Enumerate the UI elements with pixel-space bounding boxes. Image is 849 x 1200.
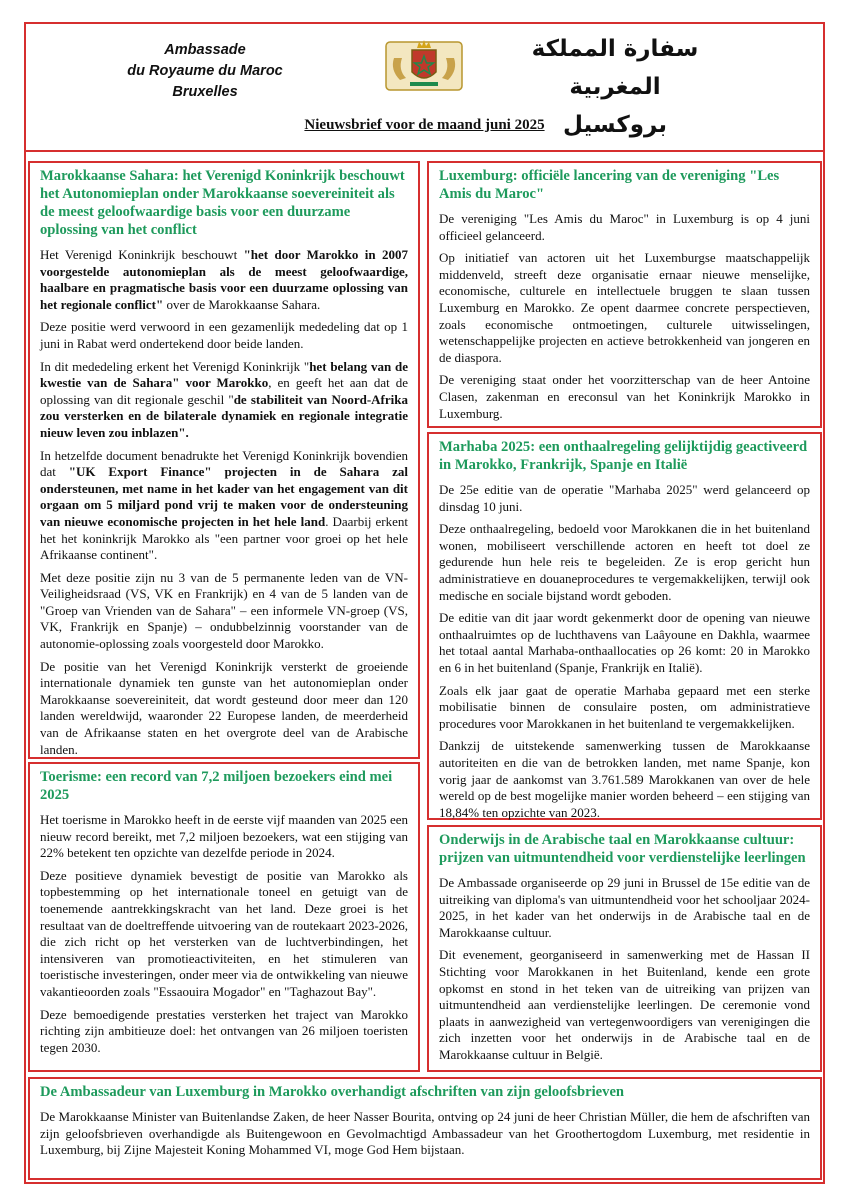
article-marhaba-p4: Zoals elk jaar gaat de operatie Marhaba gepaard met een sterke mobilisatie binnen de consulaire posten, om administratieve procedures voor Marokkanen in het buitenland te vergemakkelijken. xyxy=(439,682,810,731)
article-sahara-p3: In dit mededeling erkent het Verenigd Koninkrijk "het belang van de kwestie van de Sahara" voor Marokko, en geeft het aan dat de oplossing van dit regionale geschil "de stabiliteit van Noord-Afrika zou versterken en de bilaterale dynamiek en regionale integratie nieuw leven zou inblazen". xyxy=(40,358,408,440)
article-toerisme-p2: Deze positieve dynamiek bevestigt de positie van Marokko als topbestemming op het internationale toneel en getuigt van de toenemende aantrekkingskracht van het land. Deze groei is het resultaat van de doeltreffende uitvoering van de routekaart 2023-2026, die zich richt op het versterken van de luchtverbindingen, het intensiveren van promotieactiviteiten, en het stimuleren van toeristische investeringen, onder meer via de ontwikkeling van nieuwe vakantieoorden zoals "Essaouira Mogador" en "Taghazout Bay". xyxy=(40,867,408,999)
header-divider xyxy=(24,150,825,152)
article-marhaba-p1: De 25e editie van de operatie "Marhaba 2025" werd gelanceerd op dinsdag 10 juni. xyxy=(439,482,810,514)
embassy-name-french xyxy=(105,40,305,103)
article-marhaba-title: Marhaba 2025: een onthaalregeling gelijktijdig geactiveerd in Marokko, Frankrijk, Spanje en Italië xyxy=(439,439,808,473)
article-onderwijs-p2: Dit evenement, georganiseerd in samenwerking met de Hassan II Stichting voor Marokkanen in het Buitenland, kende een grote opkomst en stond in het teken van de uitreiking van prijzen van uitmuntendheid aan verdienstelijke leerlingen. De ceremonie vond plaats in aanwezigheid van vertegenwoordigers van verenigingen die zich inzetten voor het onderwijs in de Arabische taal en de Marokkaanse cultuur in België. xyxy=(439,947,810,1062)
article-marhaba xyxy=(427,432,822,820)
article-luxemburg-p1: De vereniging "Les Amis du Maroc" in Luxemburg is op 4 juni officieel gelanceerd. xyxy=(439,211,810,243)
embassy-ar-line1: سفارة المملكة المغربية xyxy=(531,36,699,100)
article-marhaba-p5: Dankzij de uitstekende samenwerking tussen de Marokkaanse autoriteiten en die van de betrokken landen, met name Spanje, kon vorig jaar de aankomst van 3.761.589 Marokkanen van over de hele wereld op de best mogelijke manier worden beheerd – een stijging van 18,84% ten opzichte van 2023. xyxy=(439,738,810,820)
article-onderwijs xyxy=(427,825,822,1072)
article-sahara-p4: In hetzelfde document benadrukte het Verenigd Koninkrijk bovendien dat "UK Export Finance" projecten in de Sahara zal ondersteunen, met name in het kader van het engagement van dit orgaan om 5 miljard pond vrij te maken voor de ondersteuning van nieuwe economische projecten in het hele land. Daarbij erkent het het koninkrijk Marokko als "een partner voor groei op het hele Afrikaanse continent". xyxy=(40,447,409,563)
embassy-fr-line1: Ambassade xyxy=(164,42,246,58)
embassy-ar-line2: بروكسيل xyxy=(563,112,667,138)
article-ambassadeur-p1: De Marokkaanse Minister van Buitenlandse Zaken, de heer Nasser Bourita, ontving op 24 juni de heer Christian Müller, die hem de afschriften van zijn geloofsbrieven overhandigde als Buitengewoon en Gevolmachtigd Ambassadeur van het Groothertogdom Luxemburg, met residentie in Luxemburg, bij Zijne Majesteit Koning Mohammed VI, moge God Hem bijstaan. xyxy=(40,1109,810,1158)
embassy-fr-line3: Bruxelles xyxy=(172,84,238,100)
article-luxemburg xyxy=(427,161,822,428)
coat-of-arms-icon xyxy=(384,36,464,92)
article-toerisme-title: Toerisme: een record van 7,2 miljoen bezoekers eind mei 2025 xyxy=(40,769,393,803)
article-sahara-p6: De positie van het Verenigd Koninkrijk versterkt de groeiende internationale dynamiek ten gunste van het autonomieplan onder Marokkaanse soevereiniteit, dat wordt gesteund door meer dan 120 landen wereldwijd, waaronder 22 Europese landen, de meerderheid van de Afrikaanse staten en het overgrote deel van de Arabische landen. xyxy=(40,658,408,757)
article-luxemburg-p3: De vereniging staat onder het voorzitterschap van de heer Antoine Clasen, zakenman en ereconsul van het Koninkrijk Marokko in Luxemburg. xyxy=(439,372,810,421)
article-luxemburg-p2: Op initiatief van actoren uit het Luxemburgse maatschappelijk middenveld, streeft deze organisatie ernaar nieuwe menselijke, economische, culturele en intellectuele bruggen te slaan tussen Luxemburg en Marokko. Ze opent daarmee concrete perspectieven, zoals economische ontmoetingen, culturele uitwisselingen, wetenschappelijke projecten en actieve betrokkenheid van jongeren en de diaspora. xyxy=(439,250,810,365)
embassy-fr-line2: du Royaume du Maroc xyxy=(127,63,283,79)
article-sahara-p2: Deze positie werd verwoord in een gezamenlijk mededeling dat op 1 juni in Rabat werd ondertekend door beide landen. xyxy=(40,319,408,351)
article-toerisme xyxy=(28,762,420,1072)
article-ambassadeur-title: De Ambassadeur van Luxemburg in Marokko overhandigt afschriften van zijn geloofsbrieven xyxy=(40,1084,625,1100)
article-sahara-p1: Het Verenigd Koninkrijk beschouwt "het door Marokko in 2007 voorgestelde autonomieplan als de meest geloofwaardige, haalbare en pragmatische basis voor een duurzame oplossing van het regionale conflict" over de Marokkaanse Sahara. xyxy=(40,247,408,312)
article-marhaba-p3: De editie van dit jaar wordt gekenmerkt door de opening van nieuwe onthaalruimtes op de luchthavens van Laâyoune en Dakhla, waarmee het totaal aantal Marhaba-onthaallocaties op 26 komt: 20 in Marokko en 6 in het buitenland (Spanje, Frankrijk en Italië). xyxy=(439,610,810,675)
article-onderwijs-p1: De Ambassade organiseerde op 29 juni in Brussel de 15e editie van de uitreiking van diploma's van uitmuntendheid voor het schooljaar 2024-2025, in het kader van het onderwijs in de Arabische taal en de Marokkaanse cultuur. xyxy=(439,875,810,940)
article-toerisme-p3: Deze bemoedigende prestaties versterken het traject van Marokko richting zijn ambitieuze doel: het ontvangen van 26 miljoen toeristen tegen 2030. xyxy=(40,1006,408,1055)
article-luxemburg-title: Luxemburg: officiële lancering van de vereniging "Les Amis du Maroc" xyxy=(439,168,780,202)
newsletter-title: Nieuwsbrief voor de maand juni 2025 xyxy=(304,117,545,133)
article-onderwijs-title: Onderwijs in de Arabische taal en Marokkaanse cultuur: prijzen van uitmuntendheid voor verdienstelijke leerlingen xyxy=(439,832,806,866)
article-sahara-title: Marokkaanse Sahara: het Verenigd Koninkrijk beschouwt het Autonomieplan onder Marokkaanse soevereiniteit als de meest geloofwaardige basis voor een duurzame oplossing van het conflict xyxy=(40,168,405,238)
article-sahara xyxy=(28,161,420,759)
article-ambassadeur xyxy=(28,1077,822,1180)
article-toerisme-p1: Het toerisme in Marokko heeft in de eerste vijf maanden van 2025 een nieuw record bereikt, met 7,2 miljoen bezoekers, wat een stijging van 22% betekent ten opzichte van dezelfde periode in 2024. xyxy=(40,812,408,861)
article-sahara-p5: Met deze positie zijn nu 3 van de 5 permanente leden van de VN-Veiligheidsraad (VS, VK en Frankrijk) en 4 van de 5 landen van de "Groep van Vrienden van de Sahara" – een informele VN-groep (VS, VK, Frankrijk en Spanje) – ondubbelzinnig voorstander van de autonomie-oplossing zoals voorgesteld door Marokko. xyxy=(40,569,408,652)
article-marhaba-p2: Deze onthaalregeling, bedoeld voor Marokkanen die in het buitenland wonen, mobiliseert verschillende actoren en heeft tot doel ze gedurende hun hele reis te begeleiden. Ze is erop gericht hun administratieve en douaneprocedures te vergemakkelijken, terwijl ook medische en sociale bijstand wordt geboden. xyxy=(439,521,810,603)
